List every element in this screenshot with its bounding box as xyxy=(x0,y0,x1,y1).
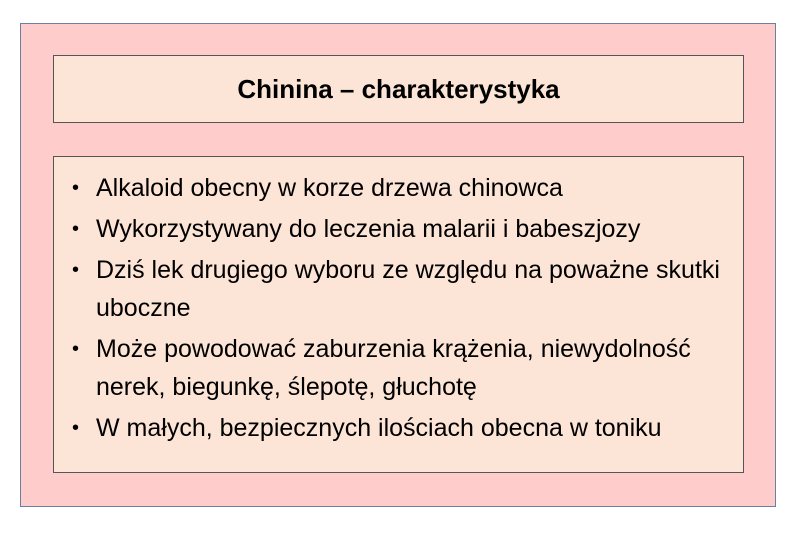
list-item-text: Dziś lek drugiego wyboru ze względu na poważne skutki uboczne xyxy=(96,256,720,322)
list-item xyxy=(72,330,733,406)
list-item xyxy=(72,210,733,248)
bullet-icon: • xyxy=(72,417,80,439)
list-item xyxy=(72,409,733,447)
list-item xyxy=(72,251,733,327)
content-box xyxy=(53,156,744,473)
bullet-icon: • xyxy=(72,218,80,240)
bullet-icon: • xyxy=(72,177,80,199)
list-item-text: Wykorzystywany do leczenia malarii i babeszjozy xyxy=(96,215,641,243)
list-item-text: W małych, bezpiecznych ilościach obecna w toniku xyxy=(96,414,662,442)
bullet-list xyxy=(54,157,743,447)
list-item-text: Może powodować zaburzenia krążenia, niewydolność nerek, biegunkę, ślepotę, głuchotę xyxy=(96,335,691,401)
title-box xyxy=(53,55,744,123)
slide-title: Chinina – charakterystyka xyxy=(237,73,560,104)
list-item-text: Alkaloid obecny w korze drzewa chinowca xyxy=(96,174,563,202)
bullet-icon: • xyxy=(72,338,80,360)
bullet-icon: • xyxy=(72,259,80,281)
list-item xyxy=(72,169,733,207)
